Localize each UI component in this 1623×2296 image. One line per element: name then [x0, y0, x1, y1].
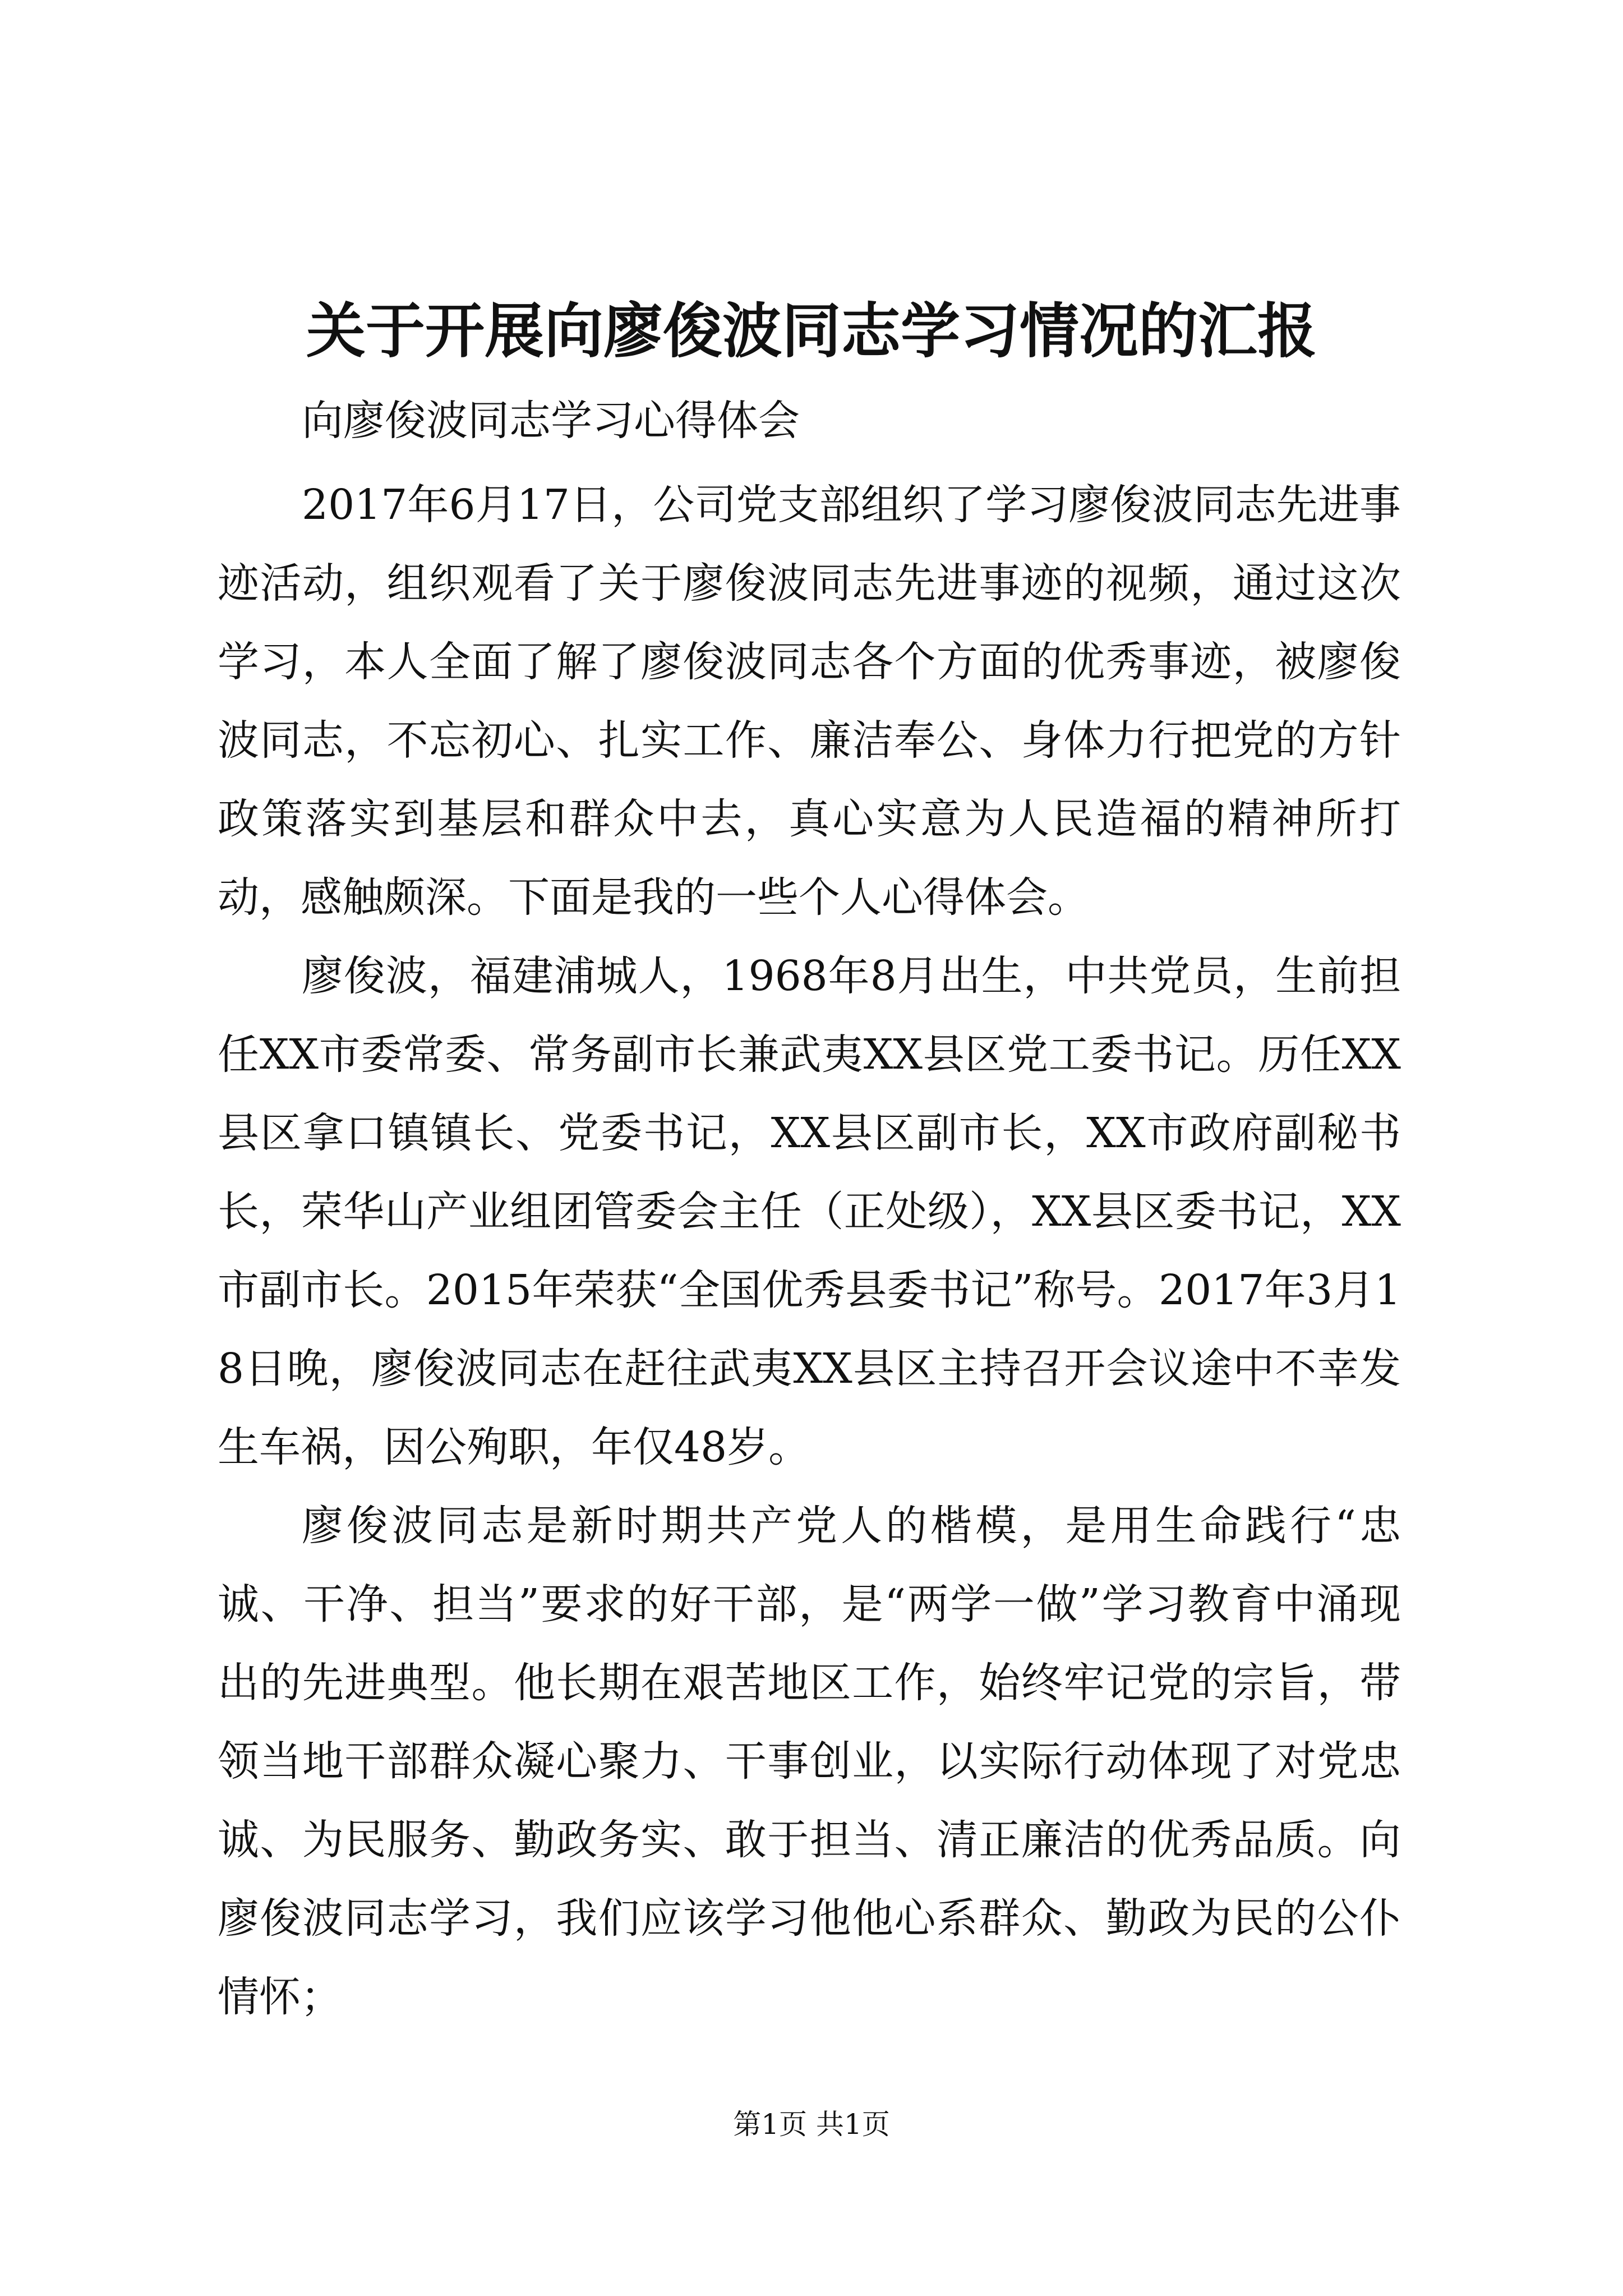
document-body — [218, 466, 1401, 2036]
paragraph-1: 2017年6月17日，公司党支部组织了学习廖俊波同志先进事迹活动，组织观看了关于廖俊波同志先进事迹的视频，通过这次学习，本人全面了解了廖俊波同志各个方面的优秀事迹，被廖俊波同志，不忘初心、扎实工作、廉洁奉公、身体力行把党的方针政策落实到基层和群众中去，真心实意为人民造福的精神所打动，感触颇深。下面是我的一些个人心得体会。 — [218, 481, 1401, 922]
paragraph-2: 廖俊波，福建浦城人，1968年8月出生，中共党员，生前担任XX市委常委、常务副市长兼武夷XX县区党工委书记。历任XX县区拿口镇镇长、党委书记，XX县区副市长，XX市政府副秘书长，荣华山产业组团管委会主任（正处级），XX县区委书记，XX市副市长。2015年荣获“全国优秀县委书记”称号。2017年3月18日晚，廖俊波同志在赶往武夷XX县区主持召开会议途中不幸发生车祸，因公殉职，年仅48岁。 — [218, 952, 1401, 1471]
paragraph-3: 廖俊波同志是新时期共产党人的楷模，是用生命践行“忠诚、干净、担当”要求的好干部，是“两学一做”学习教育中涌现出的先进典型。他长期在艰苦地区工作，始终牢记党的宗旨，带领当地干部群众凝心聚力、干事创业，以实际行动体现了对党忠诚、为民服务、勤政务实、敢于担当、清正廉洁的优秀品质。向廖俊波同志学习，我们应该学习他他心系群众、勤政为民的公仆情怀； — [218, 1502, 1401, 2021]
document-subtitle: 向廖俊波同志学习心得体会 — [302, 397, 800, 445]
document-title: 关于开展向廖俊波同志学习情况的汇报 — [306, 296, 1317, 366]
page-footer: 第1页 共1页 — [733, 2108, 890, 2141]
